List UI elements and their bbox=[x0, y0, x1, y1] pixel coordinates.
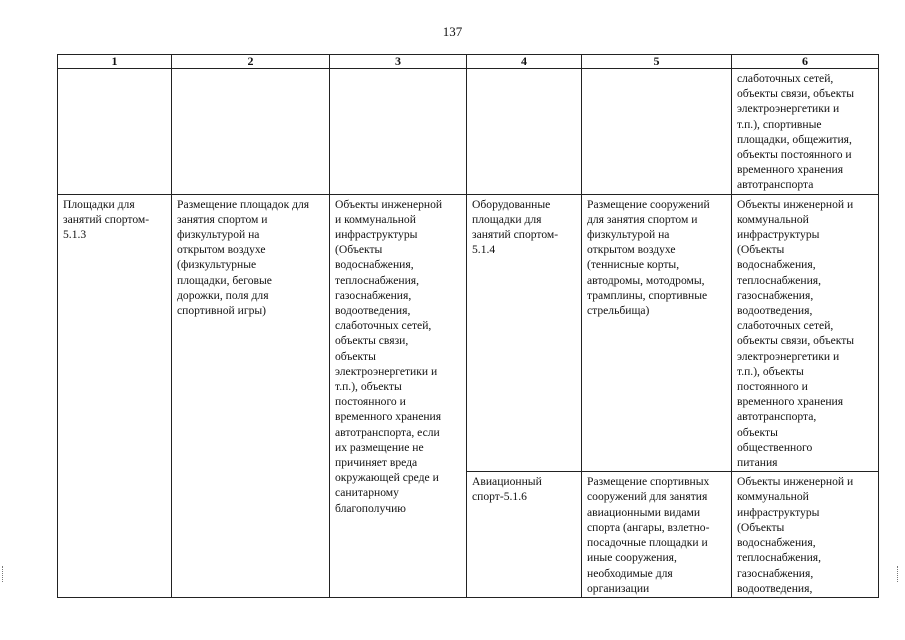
column-header-6: 6 bbox=[732, 55, 879, 69]
column-header-5: 5 bbox=[582, 55, 732, 69]
cont-cell-4 bbox=[467, 69, 582, 195]
cell-conditional-auxiliary: Объекты инженерной и коммунальной инфраструктуры (Объекты водоснабжения, теплоснабжения, газоснабжения, водоотведения, слаботочных сетей, объекты связи, объекты электроэнергетики и т.п.), объекты постоянного и временного хранения автотранспорта, объекты общественного питания bbox=[732, 194, 879, 472]
cont-cell-5 bbox=[582, 69, 732, 195]
cell-main-use-description: Размещение площадок для занятия спортом и физкультурой на открытом воздухе (физкультурные площадки, беговые дорожки, поля для спортивной игры) bbox=[172, 194, 330, 597]
cont-cell-3 bbox=[330, 69, 467, 195]
zoning-table bbox=[57, 54, 879, 598]
column-header-4: 4 bbox=[467, 55, 582, 69]
scan-edge-mark-left bbox=[2, 566, 6, 582]
cell-aviation-description: Размещение спортивных сооружений для занятия авиационными видами спорта (ангары, взлетно- посадочные площадки и иные сооружения, необходимые для организации bbox=[582, 472, 732, 598]
table-row-continuation bbox=[58, 69, 879, 195]
cell-conditional-use-description: Размещение сооружений для занятия спортом и физкультурой на открытом воздухе (теннисные корты, автодромы, мотодромы, трамплины, спортивные стрельбища) bbox=[582, 194, 732, 472]
table-row-sport-grounds bbox=[58, 194, 879, 472]
cont-cell-2 bbox=[172, 69, 330, 195]
cell-aviation-auxiliary: Объекты инженерной и коммунальной инфраструктуры (Объекты водоснабжения, теплоснабжения, газоснабжения, водоотведения, bbox=[732, 472, 879, 598]
cont-cell-1 bbox=[58, 69, 172, 195]
cell-main-use-name: Площадки для занятий спортом- 5.1.3 bbox=[58, 194, 172, 597]
cell-auxiliary-use: Объекты инженерной и коммунальной инфраструктуры (Объекты водоснабжения, теплоснабжения, газоснабжения, водоотведения, слаботочных сетей, объекты связи, объекты электроэнергетики и т.п.), объекты постоянного и временного хранения автотранспорта, если их размещение не причиняет вреда окружающей среде и санитарному благополучию bbox=[330, 194, 467, 597]
page-number: 137 bbox=[442, 24, 463, 39]
scan-edge-mark-right bbox=[897, 566, 901, 582]
column-header-1: 1 bbox=[58, 55, 172, 69]
cont-cell-6: слаботочных сетей, объекты связи, объекты электроэнергетики и т.п.), спортивные площадки, общежития, объекты постоянного и временного хранения автотранспорта bbox=[732, 69, 879, 195]
cell-aviation-name: Авиационный спорт-5.1.6 bbox=[467, 472, 582, 598]
column-header-2: 2 bbox=[172, 55, 330, 69]
cell-conditional-use-name: Оборудованные площадки для занятий спортом- 5.1.4 bbox=[467, 194, 582, 472]
column-header-3: 3 bbox=[330, 55, 467, 69]
table-header-row bbox=[58, 55, 879, 69]
